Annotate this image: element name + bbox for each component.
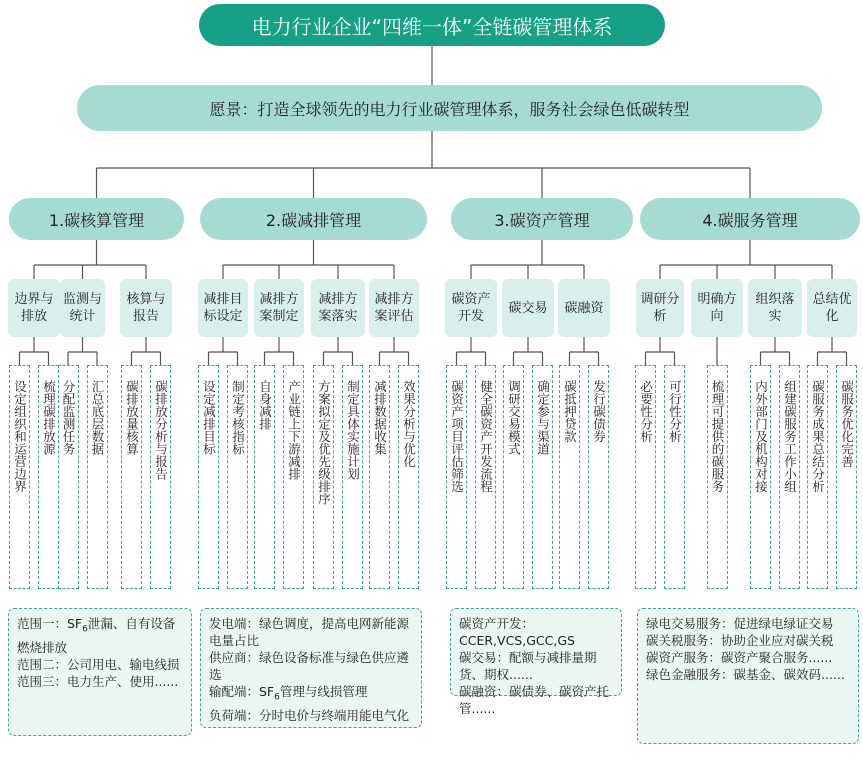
leaf-item bbox=[588, 365, 609, 589]
note-line bbox=[17, 656, 183, 673]
note-text: 碳资产开发： bbox=[459, 616, 535, 631]
leaf-item bbox=[313, 365, 334, 589]
leaf-text: 健全碳资产开发流程 bbox=[478, 380, 494, 493]
example-note-box bbox=[8, 608, 192, 736]
sub-category: 减排方案制定 bbox=[254, 279, 304, 337]
note-line bbox=[17, 673, 183, 690]
leaf-item bbox=[475, 365, 496, 589]
sub-category: 边界与排放 bbox=[8, 279, 60, 337]
sub-category: 总结优化 bbox=[807, 279, 857, 337]
leaf-text: 产业链上下游减排 bbox=[286, 380, 302, 480]
sub-category: 碳资产开发 bbox=[445, 279, 497, 337]
sub-category: 减排方案评估 bbox=[369, 279, 419, 337]
leaf-item bbox=[532, 365, 553, 589]
leaf-item bbox=[227, 365, 248, 589]
note-text: 发电端：绿色调度，提高电网新能源电量占比 bbox=[209, 616, 410, 648]
note-text: 绿电交易服务：促进绿电绿证交易 bbox=[646, 616, 834, 631]
note-text: 范围三：电力生产、使用...... bbox=[17, 673, 179, 689]
leaf-text: 碳服务优化完善 bbox=[839, 380, 855, 468]
leaf-item bbox=[503, 365, 524, 589]
pillar-1: 1.碳核算管理 bbox=[9, 198, 184, 240]
example-note-box bbox=[200, 608, 422, 728]
sub-category: 监测与统计 bbox=[60, 279, 105, 337]
leaf-item bbox=[446, 365, 467, 589]
note-text: 碳交易：配额与减排量期货、期权...... bbox=[459, 650, 597, 682]
leaf-item bbox=[635, 365, 656, 589]
sub-category: 明确方向 bbox=[691, 279, 743, 337]
leaf-text: 制定具体实施计划 bbox=[345, 380, 361, 480]
note-text: 管理与线损管理 bbox=[279, 684, 368, 699]
leaf-text: 确定参与渠道 bbox=[535, 380, 551, 455]
note-line bbox=[17, 615, 183, 656]
leaf-item bbox=[38, 365, 59, 589]
note-text: 碳融资：碳债券、碳资产托管...... bbox=[459, 684, 610, 716]
leaf-text: 碳资产项目评估筛选 bbox=[449, 380, 465, 493]
sub-category: 核算与报告 bbox=[120, 279, 172, 337]
note-text: 碳资产服务：碳资产聚合服务...... bbox=[646, 650, 833, 665]
note-text: 范围二：公司用电、输电线损 bbox=[17, 656, 180, 672]
pillar-3: 3.碳资产管理 bbox=[451, 198, 633, 240]
leaf-item bbox=[707, 365, 728, 589]
note-text: CCER,VCS,GCC,GS bbox=[459, 633, 575, 648]
note-text: 泄漏、自有设备燃烧排放 bbox=[17, 616, 176, 655]
sub-category: 组织落实 bbox=[748, 279, 802, 337]
leaf-item bbox=[779, 365, 800, 589]
note-text: 碳关税服务：协助企业应对碳关税 bbox=[646, 633, 834, 648]
note-line bbox=[459, 683, 613, 717]
sub-category: 碳融资 bbox=[558, 279, 610, 337]
note-line bbox=[646, 649, 850, 666]
leaf-item bbox=[664, 365, 685, 589]
diagram-title: 电力行业企业“四维一体”全链碳管理体系 bbox=[199, 4, 665, 46]
note-text: 绿色金融服务：碳基金、碳效码...... bbox=[646, 667, 845, 682]
leaf-text: 必要性分析 bbox=[638, 380, 654, 443]
leaf-text: 内外部门及机构对接 bbox=[753, 380, 769, 493]
leaf-text: 梳理可提供的碳服务 bbox=[710, 380, 725, 493]
leaf-text: 调研交易模式 bbox=[506, 380, 522, 455]
vision-statement: 愿景：打造全球领先的电力行业碳管理体系，服务社会绿色低碳转型 bbox=[77, 85, 822, 131]
leaf-text: 组建碳服务工作小组 bbox=[782, 380, 798, 493]
leaf-item bbox=[58, 365, 79, 589]
leaf-text: 汇总底层数据 bbox=[90, 380, 105, 455]
pillar-4: 4.碳服务管理 bbox=[640, 198, 860, 240]
leaf-item bbox=[150, 365, 171, 589]
leaf-text: 设定减排目标 bbox=[201, 380, 217, 455]
note-subscript: 6 bbox=[82, 624, 88, 635]
leaf-text: 制定考核指标 bbox=[230, 380, 246, 455]
sub-category: 减排目标设定 bbox=[198, 279, 248, 337]
note-line bbox=[646, 666, 850, 683]
leaf-text: 发行碳债券 bbox=[591, 380, 607, 443]
leaf-text: 设定组织和运营边界 bbox=[12, 380, 28, 493]
note-line bbox=[646, 632, 850, 649]
leaf-text: 自身减排 bbox=[257, 380, 273, 430]
leaf-item bbox=[836, 365, 857, 589]
example-note-box bbox=[637, 608, 859, 744]
leaf-text: 方案拟定及优先级排序 bbox=[316, 380, 332, 505]
note-line bbox=[459, 615, 613, 632]
leaf-text: 效果分析与优化 bbox=[401, 380, 417, 468]
leaf-item bbox=[283, 365, 304, 589]
note-line bbox=[209, 649, 413, 683]
note-line bbox=[459, 649, 613, 683]
leaf-text: 可行性分析 bbox=[667, 380, 683, 443]
note-line bbox=[209, 707, 413, 724]
note-text: 范围一：SF bbox=[17, 616, 83, 631]
leaf-item bbox=[121, 365, 142, 589]
note-text: 供应商：绿色设备标准与绿色供应遴选 bbox=[209, 650, 410, 682]
note-line bbox=[459, 632, 613, 649]
leaf-item bbox=[369, 365, 390, 589]
leaf-item bbox=[559, 365, 580, 589]
leaf-text: 碳抵押贷款 bbox=[562, 380, 578, 443]
leaf-item bbox=[750, 365, 771, 589]
leaf-text: 碳排放量核算 bbox=[124, 380, 140, 455]
example-note-box bbox=[450, 608, 622, 716]
note-line bbox=[209, 615, 413, 649]
note-text: 输配端：SF bbox=[209, 684, 275, 699]
leaf-item bbox=[398, 365, 419, 589]
note-text: 负荷端：分时电价与终端用能电气化 bbox=[209, 707, 410, 723]
leaf-item bbox=[254, 365, 275, 589]
pillar-2: 2.碳减排管理 bbox=[200, 198, 427, 240]
note-line bbox=[646, 615, 850, 632]
leaf-text: 减排数据收集 bbox=[372, 380, 388, 455]
sub-category: 调研分析 bbox=[636, 279, 684, 337]
sub-category: 碳交易 bbox=[502, 279, 554, 337]
leaf-item bbox=[807, 365, 828, 589]
leaf-item bbox=[87, 365, 108, 589]
leaf-text: 碳服务成果总结分析 bbox=[810, 380, 826, 493]
note-subscript: 6 bbox=[274, 692, 280, 703]
sub-category: 减排方案落实 bbox=[311, 279, 365, 337]
leaf-item bbox=[198, 365, 219, 589]
leaf-text: 梳理碳排放源 bbox=[41, 380, 57, 455]
note-line bbox=[209, 683, 413, 707]
leaf-text: 分配监测任务 bbox=[61, 380, 76, 455]
leaf-item bbox=[9, 365, 30, 589]
leaf-item bbox=[342, 365, 363, 589]
leaf-text: 碳排放分析与报告 bbox=[153, 380, 169, 480]
